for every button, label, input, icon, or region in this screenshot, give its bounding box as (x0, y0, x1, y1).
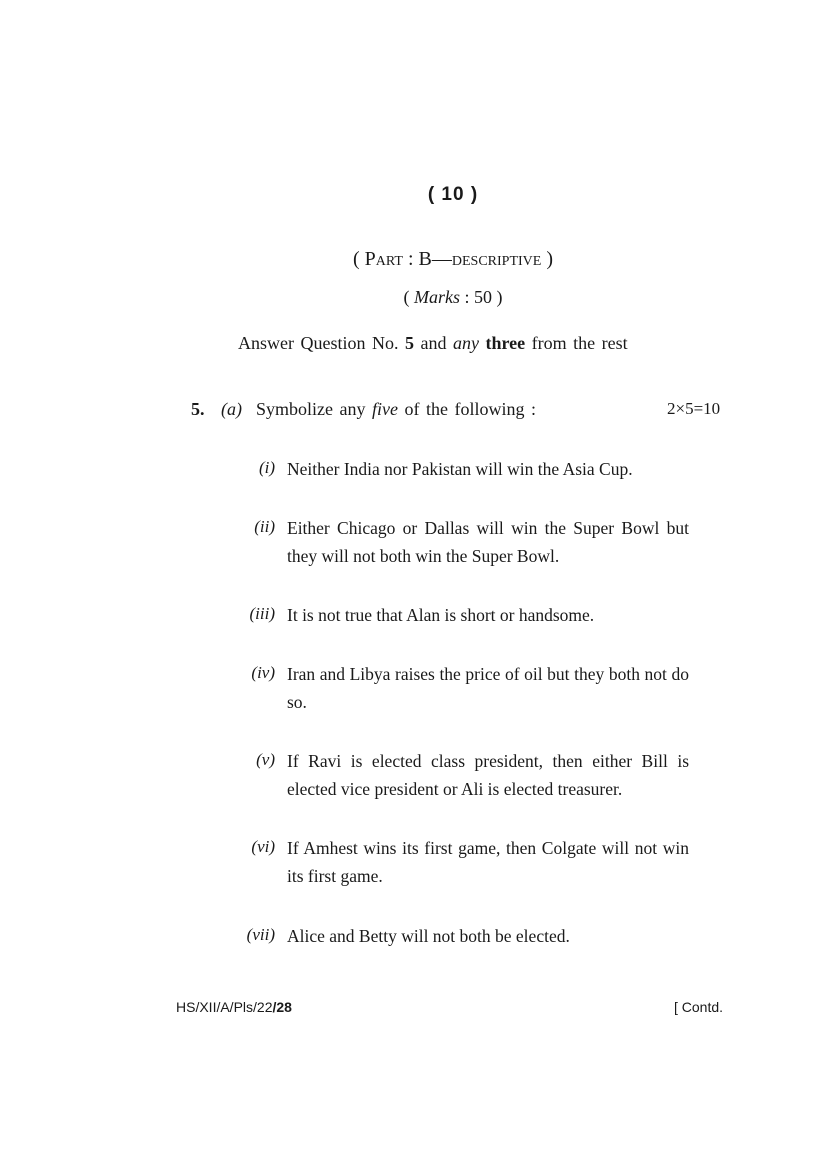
paper-code-main: HS/XII/A/Pls/22 (176, 999, 273, 1015)
part-open: ( (353, 248, 365, 270)
item-text: Either Chicago or Dallas will win the Super Bowl but they will not both win the Super Bowl. (287, 518, 689, 566)
continued-note: [ Contd. (674, 999, 724, 1015)
instruction-prefix: Answer Question No. (238, 333, 405, 353)
part-separator: : B— (402, 248, 452, 270)
item-text: Iran and Libya raises the price of oil but they both not do so. (287, 664, 689, 712)
part-title: descriptive (451, 248, 542, 270)
question-marks: 2×5=10 (667, 399, 721, 418)
question-number: 5. (191, 399, 205, 419)
marks-open: ( (403, 287, 414, 307)
instruction-number: 5 (404, 333, 414, 353)
part-word: Part (364, 248, 403, 270)
item-label: (iii) (249, 604, 275, 623)
question-part: (a) (221, 399, 242, 419)
item-text: If Amhest wins its first game, then Colgate will not win its first game. (287, 838, 689, 886)
part-heading (0, 248, 827, 271)
item-text: If Ravi is elected class president, then either Bill is elected vice president or Ali is elected treasurer. (287, 751, 689, 799)
instruction-suffix: from the rest (525, 333, 628, 353)
marks-value: : 50 ) (460, 287, 503, 307)
part-close: ) (541, 248, 553, 270)
question-text-after: of the following : (397, 399, 536, 419)
item-text: It is not true that Alan is short or handsome. (287, 605, 595, 625)
item-label: (vii) (246, 925, 275, 944)
instruction-three: three (485, 333, 526, 353)
question-text-emph: five (371, 399, 398, 419)
paper-code (176, 999, 292, 1015)
item-label: (vi) (251, 837, 275, 856)
paper-code-suffix: /28 (272, 999, 292, 1015)
question-text-before: Symbolize any (256, 399, 372, 419)
marks-label: Marks (414, 287, 460, 307)
item-label: (v) (256, 750, 275, 769)
item-label: (ii) (254, 517, 275, 536)
item-label: (i) (258, 458, 275, 477)
item-text: Alice and Betty will not both be elected. (287, 926, 570, 946)
marks-heading (0, 287, 827, 308)
item-text: Neither India nor Pakistan will win the Asia Cup. (287, 459, 633, 479)
instruction-and: and (413, 333, 453, 353)
instruction (238, 333, 628, 354)
item-label: (iv) (251, 663, 275, 682)
instruction-any: any (452, 333, 479, 353)
question-text (256, 399, 536, 420)
page-number: ( 10 ) (427, 184, 479, 205)
